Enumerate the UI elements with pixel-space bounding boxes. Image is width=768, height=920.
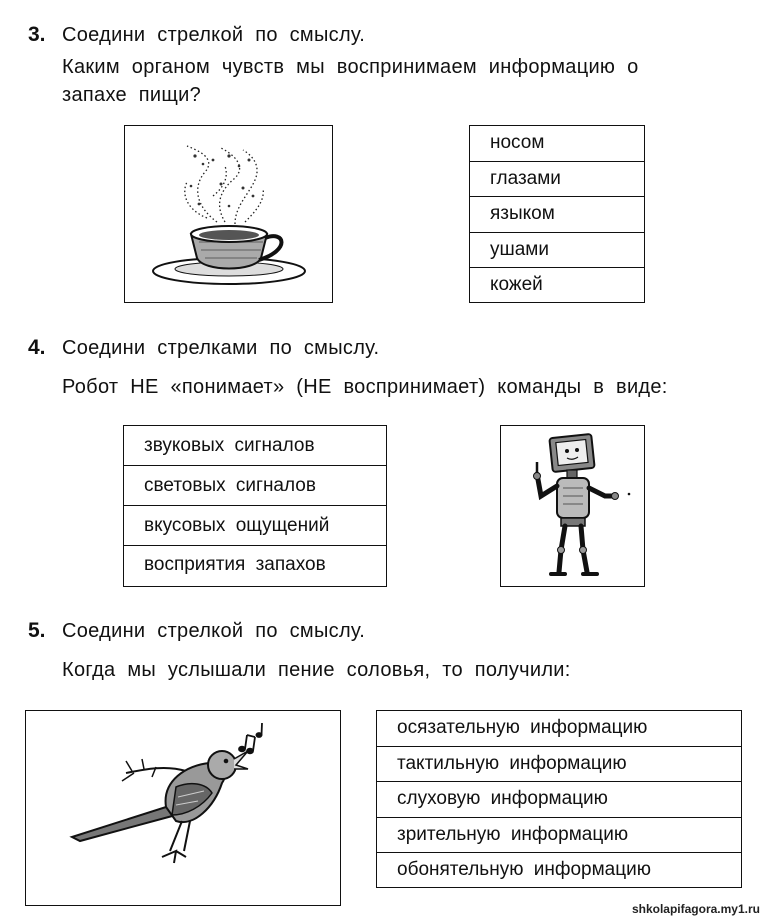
task-3-question-line2: запахе пищи? bbox=[62, 84, 202, 106]
task-5-instruction: Соедини стрелкой по смыслу. bbox=[62, 620, 366, 642]
option-tongue[interactable]: языком bbox=[470, 197, 644, 233]
option-tactile[interactable]: тактильную информацию bbox=[377, 747, 741, 783]
option-smell-perception[interactable]: восприятия запахов bbox=[144, 554, 326, 575]
option-eyes[interactable]: глазами bbox=[470, 162, 644, 198]
task-5-question: Когда мы услышали пение соловья, то получили: bbox=[62, 659, 571, 681]
task-5-number: 5. bbox=[28, 619, 46, 642]
option-taste-sensations[interactable]: вкусовых ощущений bbox=[124, 506, 386, 546]
task-3-instruction: Соедини стрелкой по смыслу. bbox=[62, 24, 366, 46]
task-5-picture-frame bbox=[25, 710, 341, 906]
task-3-number: 3. bbox=[28, 23, 46, 46]
option-tactile-osyaz[interactable]: осязательную информацию bbox=[377, 711, 741, 747]
task-4-picture-frame bbox=[500, 425, 645, 587]
task-4-question: Робот НЕ «понимает» (НЕ воспринимает) команды в виде: bbox=[62, 376, 668, 398]
task-3-question-line1: Каким органом чувств мы воспринимаем информацию о bbox=[62, 56, 639, 78]
task-4-options bbox=[123, 425, 387, 587]
watermark: shkolapifagora.my1.ru bbox=[631, 902, 760, 916]
task-4-instruction: Соедини стрелками по смыслу. bbox=[62, 337, 380, 359]
task-5-options bbox=[376, 710, 742, 888]
task-4-number: 4. bbox=[28, 336, 46, 359]
option-nose[interactable]: носом bbox=[470, 126, 644, 162]
task-3-picture-frame bbox=[124, 125, 333, 303]
option-olfactory[interactable]: обонятельную информацию bbox=[397, 859, 651, 880]
option-ears[interactable]: ушами bbox=[470, 233, 644, 269]
option-skin[interactable]: кожей bbox=[490, 274, 543, 295]
option-visual[interactable]: зрительную информацию bbox=[377, 818, 741, 854]
option-light-signals[interactable]: световых сигналов bbox=[124, 466, 386, 506]
robot-icon bbox=[501, 426, 644, 586]
coffee-cup-icon bbox=[125, 126, 332, 302]
nightingale-icon bbox=[26, 711, 340, 905]
option-sound-signals[interactable]: звуковых сигналов bbox=[124, 426, 386, 466]
option-auditory[interactable]: слуховую информацию bbox=[377, 782, 741, 818]
task-3-options bbox=[469, 125, 645, 303]
